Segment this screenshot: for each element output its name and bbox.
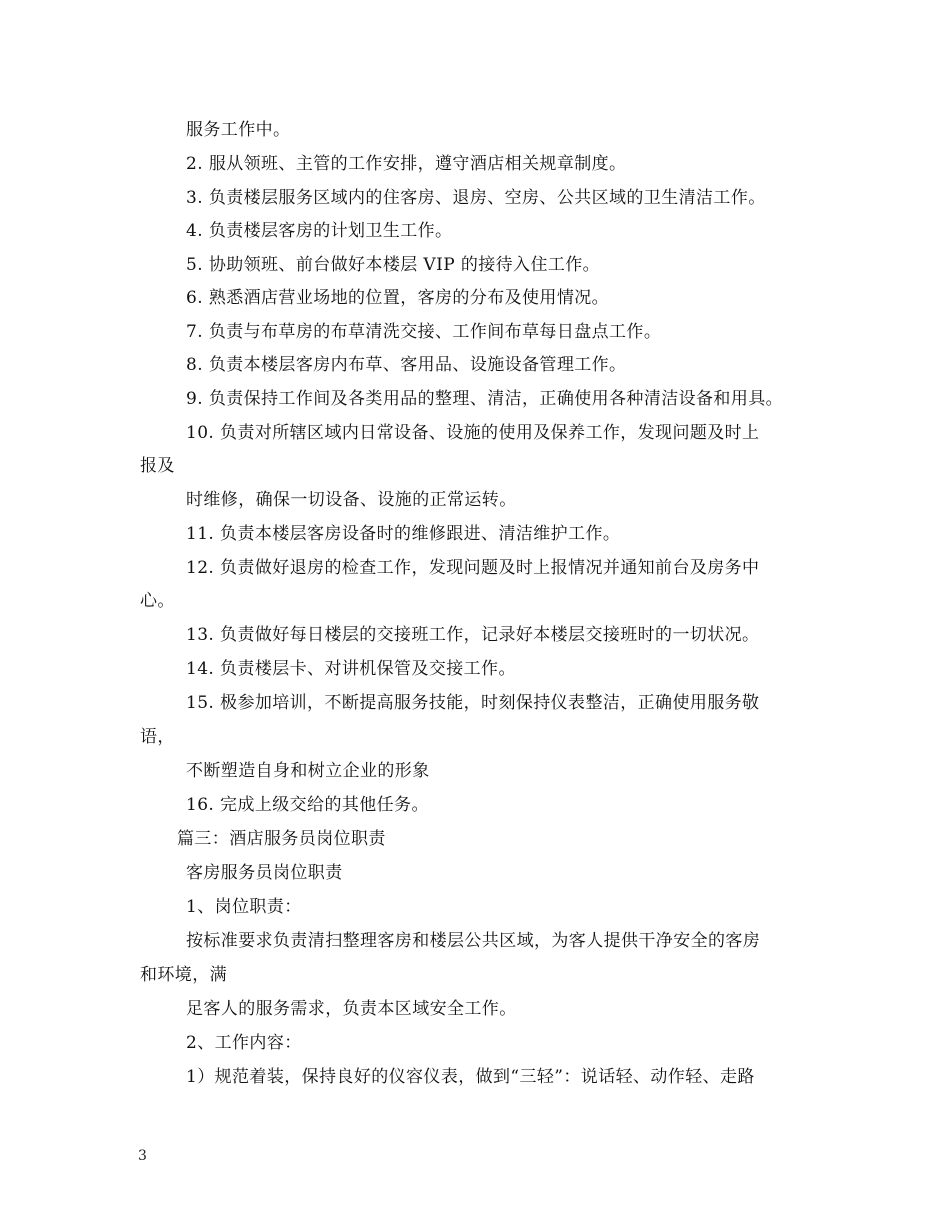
page-number: 3 (138, 1148, 147, 1164)
list-item: 6. 熟悉酒店营业场地的位置，客房的分布及使用情况。 (186, 288, 610, 308)
list-item: 11. 负责本楼层客房设备时的维修跟进、清洁维护工作。 (186, 524, 621, 544)
section-heading: 篇三：酒店服务员岗位职责 (177, 829, 386, 849)
list-item: 2. 服从领班、主管的工作安排，遵守酒店相关规章制度。 (186, 154, 627, 174)
list-item: 16. 完成上级交给的其他任务。 (186, 795, 429, 815)
text-line: 不断塑造自身和树立企业的形象 (186, 761, 430, 781)
text-line: 按标准要求负责清扫整理客房和楼层公共区域，为客人提供干净安全的客房 (186, 931, 761, 951)
list-item: 5. 协助领班、前台做好本楼层 VIP 的接待入住工作。 (186, 255, 601, 275)
text-line: 足客人的服务需求，负责本区域安全工作。 (186, 999, 517, 1019)
list-item: 7. 负责与布草房的布草清洗交接、工作间布草每日盘点工作。 (186, 322, 662, 342)
list-item: 9. 负责保持工作间及各类用品的整理、清洁，正确使用各种清洁设备和用具。 (186, 389, 784, 409)
list-item: 4. 负责楼层客房的计划卫生工作。 (186, 221, 453, 241)
section-subheading: 客房服务员岗位职责 (186, 863, 343, 883)
text-line: 时维修，确保一切设备、设施的正常运转。 (186, 490, 517, 510)
list-item: 8. 负责本楼层客房内布草、客用品、设施设备管理工作。 (186, 355, 627, 375)
text-line: 心。 (140, 591, 175, 611)
text-line: 1）规范着装，保持良好的仪容仪表，做到“三轻”：说话轻、动作轻、走路 (186, 1067, 755, 1087)
list-item: 3. 负责楼层服务区域内的住客房、退房、空房、公共区域的卫生清洁工作。 (186, 188, 766, 208)
list-item: 12. 负责做好退房的检查工作，发现问题及时上报情况并通知前台及房务中 (186, 558, 760, 578)
text-line: 和环境，满 (140, 965, 227, 985)
list-item: 14. 负责楼层卡、对讲机保管及交接工作。 (186, 659, 516, 679)
text-line: 语， (140, 727, 175, 747)
text-line: 2、工作内容： (186, 1033, 302, 1053)
text-line: 1、岗位职责： (186, 897, 302, 917)
text-line: 服务工作中。 (186, 120, 291, 140)
list-item: 15. 极参加培训，不断提高服务技能，时刻保持仪表整洁，正确使用服务敬 (186, 693, 760, 713)
list-item: 13. 负责做好每日楼层的交接班工作，记录好本楼层交接班时的一切状况。 (186, 625, 760, 645)
text-line: 报及 (140, 456, 175, 476)
list-item: 10. 负责对所辖区域内日常设备、设施的使用及保养工作，发现问题及时上 (186, 423, 760, 443)
